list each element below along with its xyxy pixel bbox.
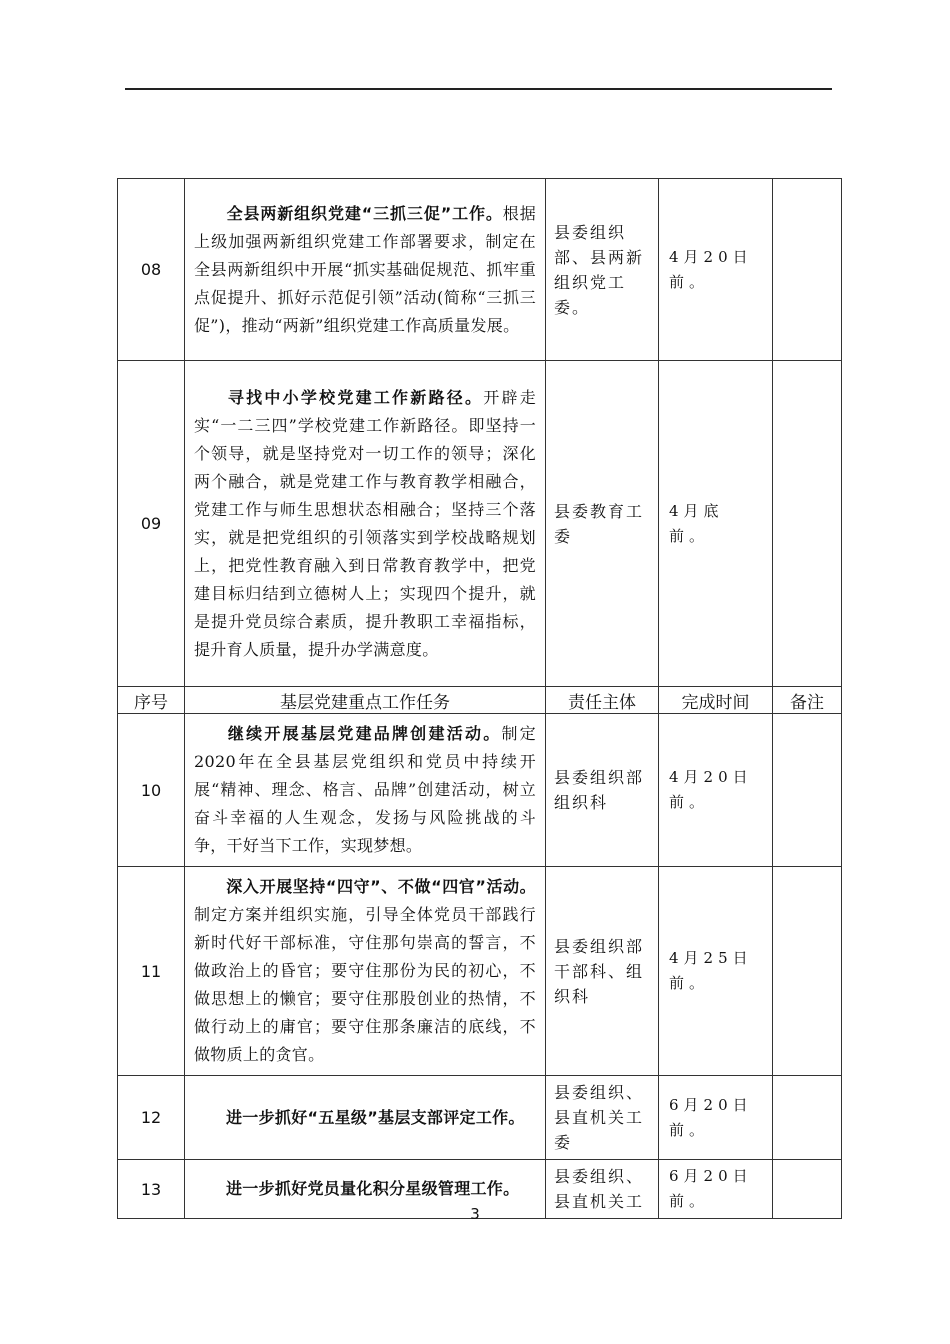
- task-table: [117, 178, 842, 1219]
- row-number: 10: [118, 714, 185, 867]
- responsible-cell: 县委教育工委: [546, 361, 659, 687]
- responsible-cell: 县委组织、县直机关工委: [546, 1076, 659, 1160]
- column-header-note: 备注: [773, 687, 842, 714]
- task-body: 制定方案并组织实施，引导全体党员干部践行新时代好干部标准，守住那句崇高的誓言，不做政治上的昏官；要守住那份为民的初心，不做思想上的懒官；要守住那股创业的热情，不做行动上的庸官；要守住那条廉洁的底线，不做物质上的贪官。: [194, 905, 536, 1064]
- deadline-cell: 6月20日前。: [659, 1076, 773, 1160]
- task-cell: [185, 867, 546, 1076]
- table-row: [118, 1076, 842, 1160]
- deadline-cell: 4月25日前。: [659, 867, 773, 1076]
- row-number: 13: [118, 1160, 185, 1219]
- page-number: 3: [470, 1205, 480, 1223]
- note-cell: [773, 179, 842, 361]
- note-cell: [773, 1076, 842, 1160]
- task-title: 深入开展坚持“四守”、不做“四官”活动。: [226, 877, 536, 896]
- task-title: 继续开展基层党建品牌创建活动。: [226, 724, 502, 743]
- row-number: 11: [118, 867, 185, 1076]
- task-cell: [185, 179, 546, 361]
- row-number: 08: [118, 179, 185, 361]
- responsible-cell: 县委组织部组织科: [546, 714, 659, 867]
- column-header-number: 序号: [118, 687, 185, 714]
- table-row: [118, 361, 842, 687]
- task-body: 制定2020年在全县基层党组织和党员中持续开展“精神、理念、格言、品牌”创建活动，树立奋斗幸福的人生观念，发扬与风险挑战的斗争，干好当下工作，实现梦想。: [194, 724, 536, 855]
- responsible-cell: 县委组织部、县两新组织党工委。: [546, 179, 659, 361]
- deadline-cell: 4月20日前。: [659, 714, 773, 867]
- task-cell: [185, 361, 546, 687]
- deadline-cell: 4月20日前。: [659, 179, 773, 361]
- column-header-deadline: 完成时间: [659, 687, 773, 714]
- table-header-row: [118, 687, 842, 714]
- note-cell: [773, 361, 842, 687]
- task-title: 寻找中小学校党建工作新路径。: [226, 387, 484, 407]
- task-cell: [185, 714, 546, 867]
- header-rule: [125, 88, 832, 90]
- task-cell: [185, 1076, 546, 1160]
- task-title: 进一步抓好党员量化积分星级管理工作。: [226, 1179, 520, 1198]
- responsible-cell: 县委组织部干部科、组织科: [546, 867, 659, 1076]
- table-row: [118, 714, 842, 867]
- table-row: [118, 179, 842, 361]
- column-header-task: 基层党建重点工作任务: [185, 687, 546, 714]
- column-header-responsible: 责任主体: [546, 687, 659, 714]
- note-cell: [773, 714, 842, 867]
- table-row: [118, 867, 842, 1076]
- deadline-cell: 6月20日前。: [659, 1160, 773, 1219]
- task-body: 根据上级加强两新组织党建工作部署要求，制定在全县两新组织中开展“抓实基础促规范、抓牢重点促提升、抓好示范促引领”活动(简称“三抓三促”)，推动“两新”组织党建工作高质量发展。: [194, 203, 536, 335]
- row-number: 09: [118, 361, 185, 687]
- responsible-cell: 县委组织、县直机关工: [546, 1160, 659, 1219]
- task-title: 进一步抓好“五星级”基层支部评定工作。: [226, 1107, 525, 1127]
- row-number: 12: [118, 1076, 185, 1160]
- task-body: 开辟走实“一二三四”学校党建工作新路径。即坚持一个领导，就是坚持党对一切工作的领导；深化两个融合，就是党建工作与教育教学相融合，党建工作与师生思想状态相融合；坚持三个落实，就是把党组织的引领落实到学校战略规划上，把党性教育融入到日常教育教学中，把党建目标归结到立德树人上；实现四个提升，就是提升党员综合素质，提升教职工幸福指标，提升育人质量，提升办学满意度。: [194, 387, 537, 659]
- deadline-cell: 4月底前。: [659, 361, 773, 687]
- note-cell: [773, 867, 842, 1076]
- task-title: 全县两新组织党建“三抓三促”工作。: [226, 203, 503, 223]
